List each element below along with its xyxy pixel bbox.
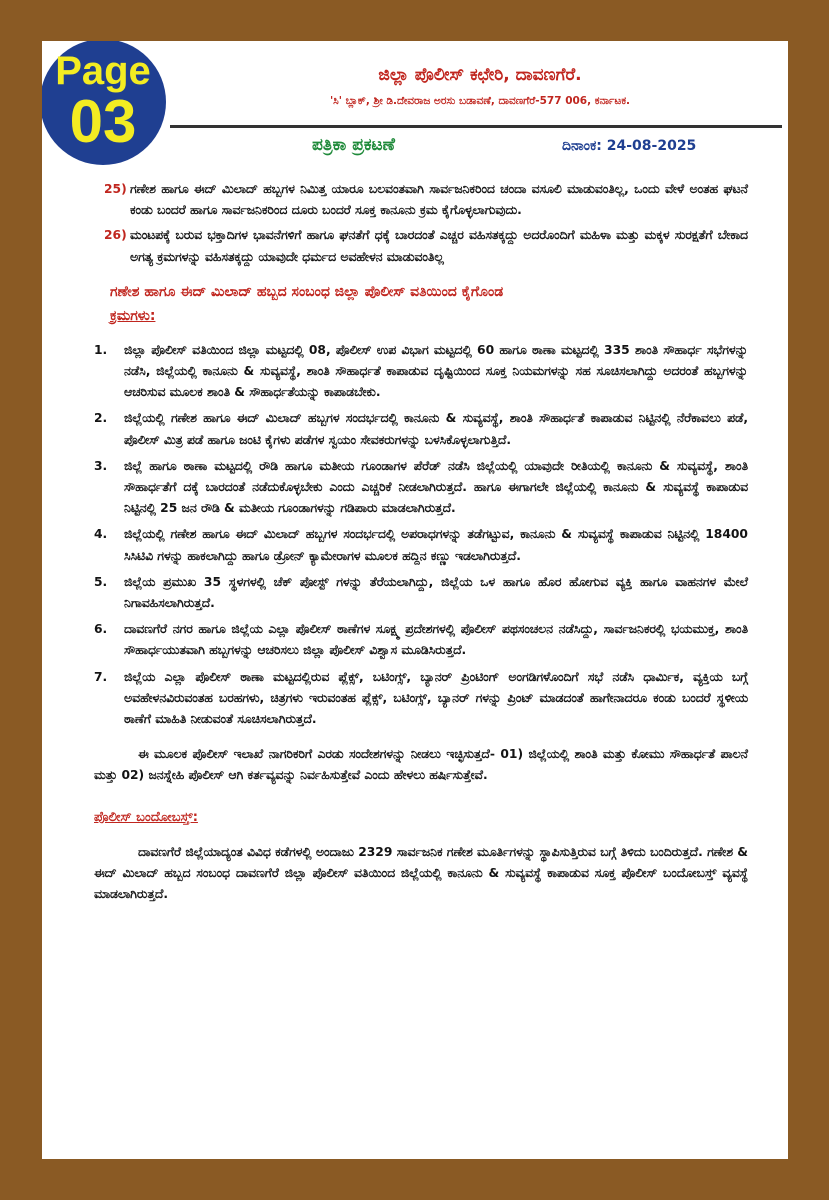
- bandobast-heading: ಪೊಲೀಸ್ ಬಂದೋಬಸ್ತ್:: [94, 809, 198, 825]
- list-item-text: ಜಿಲ್ಲೆಯ ಎಲ್ಲಾ ಪೊಲೀಸ್ ಠಾಣಾ ಮಟ್ಟದಲ್ಲಿರುವ ಪ್ಲೆಕ್ಸ್, ಬಟಿಂಗ್ಸ್, ಬ್ಯಾನರ್ ಪ್ರಿಂಟಿಂಗ್ ಅಂಗಡಿಗಳೊಂದಿಗೆ ಸಭೆ ನಡೆಸಿ ಧಾರ್ಮಿಕ, ವ್ಯಕ್ತಿಯ ಬಗ್ಗೆ ಅವಹೇಳನವಿರುವಂತಹ ಬರಹಗಳು, ಚಿತ್ರಗಳು ಇರುವಂತಹ ಪ್ಲೆಕ್ಸ್, ಬಟಿಂಗ್ಸ್, ಬ್ಯಾನರ್ ಗಳನ್ನು ಪ್ರಿಂಟ್ ಮಾಡದಂತೆ ಹಾಗೇನಾದರೂ ಕಂಡು ಬಂದರೆ ಸ್ಥಳೀಯ ಠಾಣೆಗೆ ಮಾಹಿತಿ ನೀಡುವಂತೆ ಸೂಚಿಸಲಾಗಿರುತ್ತದೆ.: [124, 669, 748, 727]
- list-item-number: 1.: [94, 342, 108, 357]
- point-item: [104, 225, 748, 267]
- measures-list: [94, 340, 748, 787]
- bandobast-paragraph: ದಾವಣಗೆರೆ ಜಿಲ್ಲೆಯಾದ್ಯಂತ ವಿವಿಧ ಕಡೆಗಳಲ್ಲಿ ಅಂದಾಜು 2329 ಸಾರ್ವಜನಿಕ ಗಣೇಶ ಮೂರ್ತಿಗಳನ್ನು ಸ್ಥಾಪಿಸುತ್ತಿರುವ ಬಗ್ಗೆ ತಿಳಿದು ಬಂದಿರುತ್ತದೆ. ಗಣೇಶ & ಈದ್ ಮಿಲಾದ್ ಹಬ್ಬದ ಸಂಬಂಧ ದಾವಣಗೆರೆ ಜಿಲ್ಲಾ ಪೊಲೀಸ್ ವತಿಯಿಂದ ಜಿಲ್ಲೆಯಲ್ಲಿ ಕಾನೂನು & ಸುವ್ಯವಸ್ಥೆ ಕಾಪಾಡುವ ಸೂಕ್ತ ಪೊಲೀಸ್ ಬಂದೋಬಸ್ತ್ ವ್ಯವಸ್ಥೆ ಮಾಡಲಾಗಿರುತ್ತದೆ.: [94, 844, 748, 902]
- list-item-text: ಜಿಲ್ಲೆಯಲ್ಲಿ ಗಣೇಶ ಹಾಗೂ ಈದ್ ಮಿಲಾದ್ ಹಬ್ಬಗಳ ಸಂದರ್ಭದಲ್ಲಿ ಕಾನೂನು & ಸುವ್ಯವಸ್ಥೆ, ಶಾಂತಿ ಸೌಹಾರ್ಧತೆ ಕಾಪಾಡುವ ನಿಟ್ಟಿನಲ್ಲಿ ನೆರೆಕಾವಲು ಪಡೆ, ಪೊಲೀಸ್ ಮಿತ್ರ ಪಡೆ ಹಾಗೂ ಜಂಟಿ ಕೈಗಳು ಪಡೆಗಳ ಸ್ವಯಂ ಸೇವಕರುಗಳನ್ನು ಬಳಸಿಕೊಳ್ಳಲಾಗುತ್ತಿದೆ.: [124, 411, 748, 447]
- point-number: 26): [104, 228, 127, 243]
- point-number: 25): [104, 182, 127, 196]
- list-item: [94, 572, 748, 614]
- measures-heading-line1: ಗಣೇಶ ಹಾಗೂ ಈದ್ ಮಿಲಾದ್ ಹಬ್ಬದ ಸಂಬಂಧ ಜಿಲ್ಲಾ ಪೊಲೀಸ್ ವತಿಯಿಂದ ಕೈಗೊಂಡ: [110, 283, 504, 300]
- office-title: ಜಿಲ್ಲಾ ಪೊಲೀಸ್ ಕಛೇರಿ, ದಾವಣಗೆರೆ.: [378, 65, 582, 85]
- list-item-number: 4.: [94, 527, 108, 542]
- release-date: ದಿನಾಂಕ: 24-08-2025: [562, 138, 697, 154]
- list-item-number: 5.: [94, 574, 108, 589]
- press-release-title: ಪತ್ರಿಕಾ ಪ್ರಕಟಣೆ: [312, 135, 395, 155]
- list-item-text: ದಾವಣಗೆರೆ ನಗರ ಹಾಗೂ ಜಿಲ್ಲೆಯ ಎಲ್ಲಾ ಪೊಲೀಸ್ ಠಾಣೆಗಳ ಸೂಕ್ಷ್ಮ ಪ್ರದೇಶಗಳಲ್ಲಿ ಪೊಲೀಸ್ ಪಥಸಂಚಲನ ನಡೆಸಿದ್ದು, ಸಾರ್ವಜನಿಕರಲ್ಲಿ ಭಯಮುಕ್ತ, ಶಾಂತಿ ಸೌಹಾರ್ಧಯುತವಾಗಿ ಹಬ್ಬಗಳನ್ನು ಆಚರಿಸಲು ಜಿಲ್ಲಾ ಪೊಲೀಸ್ ವಿಶ್ವಾಸ ಮೂಡಿಸಿರುತ್ತದೆ.: [124, 622, 748, 658]
- list-item-number: 2.: [94, 411, 108, 426]
- list-item-number: 6.: [94, 622, 108, 637]
- point-item: [104, 179, 748, 221]
- list-item: [94, 619, 748, 661]
- page-number-badge: [42, 41, 166, 165]
- measures-heading-line2: ಕ್ರಮಗಳು:: [110, 307, 156, 324]
- document-body: [94, 179, 748, 905]
- list-item: [94, 456, 748, 520]
- office-address: 'ಸಿ' ಬ್ಲಾಕ್, ಶ್ರೀ ಡಿ.ದೇವರಾಜ ಅರಸು ಬಡಾವಣೆ, ದಾವಣಗೆರೆ-577 006, ಕರ್ನಾಟಕ.: [329, 95, 631, 107]
- point-text: ಗಣೇಶ ಹಾಗೂ ಈದ್ ಮಿಲಾದ್ ಹಬ್ಬಗಳ ನಿಮಿತ್ತ ಯಾರೂ ಬಲವಂತವಾಗಿ ಸಾರ್ವಜನಿಕರಿಂದ ಚಂದಾ ವಸೂಲಿ ಮಾಡುವಂತಿಲ್ಲ, ಒಂದು ವೇಳೆ ಅಂತಹ ಘಟನೆ ಕಂಡು ಬಂದರೆ ಹಾಗೂ ಸಾರ್ವಜನಿಕರಿಂದ ದೂರು ಬಂದರೆ ಸೂಕ್ತ ಕಾನೂನು ಕ್ರಮ ಕೈಗೊಳ್ಳಲಾಗುವುದು.: [130, 182, 748, 218]
- list-item-number: 3.: [94, 458, 108, 473]
- closing-paragraph: ಈ ಮೂಲಕ ಪೊಲೀಸ್ ಇಲಾಖೆ ನಾಗರಿಕರಿಗೆ ಎರಡು ಸಂದೇಶಗಳನ್ನು ನೀಡಲು ಇಚ್ಛಿಸುತ್ತದೆ- 01) ಜಿಲ್ಲೆಯಲ್ಲಿ ಶಾಂತಿ ಮತ್ತು ಕೋಮು ಸೌಹಾರ್ಧತೆ ಪಾಲನೆ ಮತ್ತು 02) ಜನಸ್ನೇಹಿ ಪೊಲೀಸ್ ಆಗಿ ಕರ್ತವ್ಯವನ್ನು ನಿರ್ವಹಿಸುತ್ತೇವೆ ಎಂದು ಹೇಳಲು ಹರ್ಷಿಸುತ್ತೇವೆ.: [94, 747, 748, 783]
- point-text: ಮಂಟಪಕ್ಕೆ ಬರುವ ಭಕ್ತಾದಿಗಳ ಭಾವನೆಗಳಿಗೆ ಹಾಗೂ ಘನತೆಗೆ ಧಕ್ಕೆ ಬಾರದಂತೆ ಎಚ್ಚರ ವಹಿಸತಕ್ಕದ್ದು ಅದರೊಂದಿಗೆ ಮಹಿಳಾ ಮತ್ತು ಮಕ್ಕಳ ಸುರಕ್ಷತೆಗೆ ಬೇಕಾದ ಅಗತ್ಯ ಕ್ರಮಗಳನ್ನು ವಹಿಸತಕ್ಕದ್ದು ಯಾವುದೇ ಧರ್ಮದ ಅವಹೇಳನ ಮಾಡುವಂತಿಲ್ಲ: [130, 228, 748, 264]
- list-item: [94, 667, 748, 731]
- header-divider: [170, 125, 782, 128]
- list-item: [94, 524, 748, 566]
- list-item-number: 7.: [94, 669, 108, 684]
- badge-page-label: Page: [55, 49, 151, 93]
- document-page: [42, 41, 788, 1159]
- list-item: [94, 408, 748, 450]
- list-item: [94, 340, 748, 404]
- list-item-text: ಜಿಲ್ಲಾ ಪೊಲೀಸ್ ವತಿಯಿಂದ ಜಿಲ್ಲಾ ಮಟ್ಟದಲ್ಲಿ 08, ಪೊಲೀಸ್ ಉಪ ವಿಭಾಗ ಮಟ್ಟದಲ್ಲಿ 60 ಹಾಗೂ ಠಾಣಾ ಮಟ್ಟದಲ್ಲಿ 335 ಶಾಂತಿ ಸೌಹಾರ್ಧ ಸಭೆಗಳನ್ನು ನಡೆಸಿ, ಜಿಲ್ಲೆಯಲ್ಲಿ ಕಾನೂನು & ಸುವ್ಯವಸ್ಥೆ, ಶಾಂತಿ ಸೌಹಾರ್ಧತೆ ಕಾಪಾಡುವ ದೃಷ್ಟಿಯಿಂದ ಸೂಕ್ತ ನಿಯಮಗಳನ್ನು ಸಹ ಸೂಚಿಸಲಾಗಿದ್ದು ಅದರಂತೆ ಹಬ್ಬಗಳನ್ನು ಆಚರಿಸುವ ಮೂಲಕ ಶಾಂತಿ & ಸೌಹಾರ್ಧತೆಯನ್ನು ಕಾಪಾಡಬೇಕು.: [124, 342, 748, 400]
- list-item-text: ಜಿಲ್ಲೆಯಲ್ಲಿ ಗಣೇಶ ಹಾಗೂ ಈದ್ ಮಿಲಾದ್ ಹಬ್ಬಗಳ ಸಂದರ್ಭದಲ್ಲಿ ಅಪರಾಧಗಳನ್ನು ತಡೆಗಟ್ಟುವ, ಕಾನೂನು & ಸುವ್ಯವಸ್ಥೆ ಕಾಪಾಡುವ ನಿಟ್ಟಿನಲ್ಲಿ 18400 ಸಿಸಿಟಿವಿ ಗಳನ್ನು ಹಾಕಲಾಗಿದ್ದು ಹಾಗೂ ಡ್ರೋನ್ ಕ್ಯಾಮೇರಾಗಳ ಮೂಲಕ ಹದ್ದಿನ ಕಣ್ಣು ಇಡಲಾಗಿರುತ್ತದೆ.: [124, 527, 748, 563]
- list-item-text: ಜಿಲ್ಲೆಯ ಪ್ರಮುಖ 35 ಸ್ಥಳಗಳಲ್ಲಿ ಚೆಕ್ ಪೋಸ್ಟ್ ಗಳನ್ನು ತೆರೆಯಲಾಗಿದ್ದು, ಜಿಲ್ಲೆಯ ಒಳ ಹಾಗೂ ಹೊರ ಹೋಗುವ ವ್ಯಕ್ತಿ ಹಾಗೂ ವಾಹನಗಳ ಮೇಲೆ ನಿಗಾವಹಿಸಲಾಗಿರುತ್ತದೆ.: [124, 574, 748, 611]
- measures-heading: [104, 280, 748, 328]
- badge-page-number: 03: [69, 88, 137, 155]
- list-item-text: ಜಿಲ್ಲೆ ಹಾಗೂ ಠಾಣಾ ಮಟ್ಟದಲ್ಲಿ ರೌಡಿ ಹಾಗೂ ಮತೀಯ ಗೂಂಡಾಗಳ ಪೆರೆಡ್ ನಡೆಸಿ ಜಿಲ್ಲೆಯಲ್ಲಿ ಯಾವುದೇ ರೀತಿಯಲ್ಲಿ ಕಾನೂನು & ಸುವ್ಯವಸ್ಥೆ, ಶಾಂತಿ ಸೌಹಾರ್ಧತೆಗೆ ದಕ್ಕೆ ಬಾರದಂತೆ ನಡೆದುಕೊಳ್ಳಬೇಕು ಎಂದು ಎಚ್ಚರಿಕೆ ನೀಡಲಾಗಿರುತ್ತದೆ. ಹಾಗೂ ಈಗಾಗಲೇ ಜಿಲ್ಲೆಯಲ್ಲಿ ಕಾನೂನು & ಸುವ್ಯವಸ್ಥೆ ಕಾಪಾಡುವ ನಿಟ್ಟಿನಲ್ಲಿ 25 ಜನ ರೌಡಿ & ಮತೀಯ ಗೂಂಡಾಗಳನ್ನು ಗಡಿಪಾರು ಮಾಡಲಾಗಿರುತ್ತದೆ.: [124, 458, 748, 516]
